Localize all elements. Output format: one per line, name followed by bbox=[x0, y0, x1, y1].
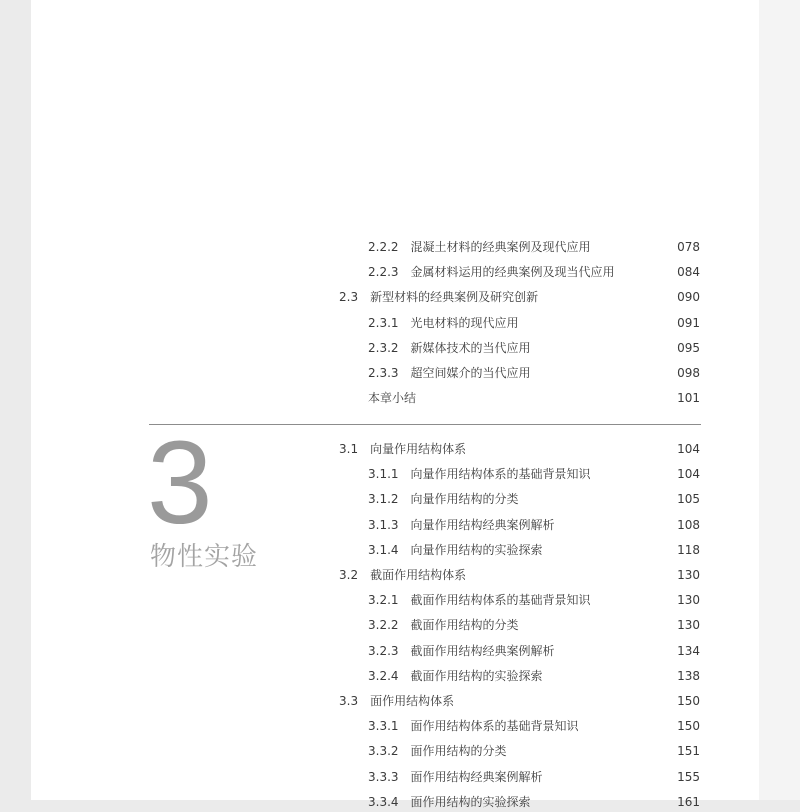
toc-entry[interactable] bbox=[368, 590, 700, 610]
toc-entry-page-number: 150 bbox=[677, 719, 700, 734]
toc-entry-title: 面作用结构体系的基础背景知识 bbox=[410, 719, 579, 734]
toc-entry-number: 3.1.1 bbox=[368, 467, 399, 482]
toc-entry-page-number: 151 bbox=[677, 744, 700, 759]
toc-entry[interactable] bbox=[368, 716, 700, 736]
toc-entry-number: 3.3.1 bbox=[368, 719, 399, 734]
toc-entry[interactable] bbox=[368, 515, 700, 535]
toc-entry[interactable] bbox=[368, 237, 700, 257]
toc-entry-number: 2.2.2 bbox=[368, 240, 399, 254]
toc-entry-title: 金属材料运用的经典案例及现当代应用 bbox=[410, 265, 615, 280]
toc-entry-number: 3.3.2 bbox=[368, 744, 399, 759]
toc-entry[interactable] bbox=[368, 489, 700, 509]
toc-entry-title: 新型材料的经典案例及研究创新 bbox=[370, 290, 539, 305]
toc-entry-page-number: 130 bbox=[677, 618, 700, 633]
toc-entry[interactable] bbox=[339, 565, 700, 585]
toc-entry-page-number: 105 bbox=[677, 492, 700, 507]
toc-entry[interactable] bbox=[368, 338, 700, 358]
toc-entry[interactable] bbox=[368, 313, 700, 333]
toc-entry-page-number: 104 bbox=[677, 467, 700, 482]
toc-entry-number: 3.1 bbox=[339, 442, 359, 456]
toc-entry-title: 截面作用结构的实验探索 bbox=[410, 668, 543, 683]
toc-entry-number: 3.3 bbox=[339, 694, 359, 708]
toc-entry-number: 3.2.1 bbox=[368, 593, 399, 608]
toc-entry[interactable] bbox=[368, 666, 700, 686]
toc-entry-title: 向量作用结构体系的基础背景知识 bbox=[410, 467, 591, 482]
toc-entry-title: 面作用结构的分类 bbox=[410, 744, 507, 759]
toc-entry[interactable] bbox=[368, 388, 700, 408]
toc-entry-page-number: 134 bbox=[677, 643, 700, 658]
toc-entry[interactable] bbox=[368, 767, 700, 787]
adjacent-page-edge bbox=[759, 0, 800, 800]
toc-entry-title: 向量作用结构经典案例解析 bbox=[410, 517, 555, 532]
toc-entry-number: 2.3 bbox=[339, 290, 359, 305]
toc-entry-page-number: 104 bbox=[677, 442, 700, 456]
toc-page bbox=[31, 0, 759, 809]
toc-entry-title: 面作用结构体系 bbox=[370, 694, 455, 708]
toc-entry-title: 向量作用结构的分类 bbox=[410, 492, 519, 507]
toc-entry-number: 3.1.3 bbox=[368, 517, 399, 532]
toc-entry[interactable] bbox=[368, 641, 700, 661]
toc-entry-number: 3.2.2 bbox=[368, 618, 399, 633]
toc-entry[interactable] bbox=[368, 363, 700, 383]
toc-entry-number: 3.2.3 bbox=[368, 643, 399, 658]
toc-entry-number: 2.3.3 bbox=[368, 366, 399, 380]
toc-entry-page-number: 130 bbox=[677, 568, 700, 582]
toc-entry-page-number: 118 bbox=[677, 542, 700, 557]
toc-entry-page-number: 078 bbox=[677, 240, 700, 254]
toc-entry-title: 截面作用结构经典案例解析 bbox=[410, 643, 555, 658]
toc-entry-title: 截面作用结构体系的基础背景知识 bbox=[410, 593, 591, 608]
toc-entry-number: 2.2.3 bbox=[368, 265, 399, 280]
toc-entry-number: 2.3.1 bbox=[368, 315, 399, 330]
toc-entry-page-number: 108 bbox=[677, 517, 700, 532]
toc-entry-title: 面作用结构的实验探索 bbox=[410, 794, 531, 809]
toc-entry[interactable] bbox=[339, 691, 700, 711]
toc-entry-title: 超空间媒介的当代应用 bbox=[410, 366, 531, 380]
toc-entry-title: 光电材料的现代应用 bbox=[410, 315, 519, 330]
chapter-title: 物性实验 bbox=[150, 542, 259, 572]
toc-entry-page-number: 150 bbox=[677, 694, 700, 708]
toc-entry-page-number: 091 bbox=[677, 315, 700, 330]
toc-entry-page-number: 084 bbox=[677, 265, 700, 280]
toc-entry-title: 向量作用结构体系 bbox=[370, 442, 467, 456]
toc-entry-page-number: 101 bbox=[677, 391, 700, 406]
toc-entry-title: 面作用结构经典案例解析 bbox=[410, 769, 543, 784]
toc-entry-title: 本章小结 bbox=[368, 391, 417, 406]
toc-entry[interactable] bbox=[368, 741, 700, 761]
chapter-divider bbox=[149, 424, 701, 425]
toc-entry-page-number: 161 bbox=[677, 794, 700, 809]
toc-entry-page-number: 090 bbox=[677, 290, 700, 305]
toc-entry[interactable] bbox=[368, 464, 700, 484]
toc-entry[interactable] bbox=[339, 287, 700, 307]
toc-entry-number: 3.1.2 bbox=[368, 492, 399, 507]
toc-entry[interactable] bbox=[368, 262, 700, 282]
toc-entry-number: 3.1.4 bbox=[368, 542, 399, 557]
toc-entry-title: 新媒体技术的当代应用 bbox=[410, 340, 531, 355]
toc-entry-number: 3.2.4 bbox=[368, 668, 399, 683]
toc-entry-number: 2.3.2 bbox=[368, 340, 399, 355]
toc-entry-title: 混凝土材料的经典案例及现代应用 bbox=[410, 240, 591, 254]
toc-entry-number: 3.2 bbox=[339, 568, 359, 582]
toc-entry-page-number: 098 bbox=[677, 366, 700, 380]
toc-entry-page-number: 155 bbox=[677, 769, 700, 784]
toc-entry-title: 截面作用结构的分类 bbox=[410, 618, 519, 633]
toc-entry-page-number: 095 bbox=[677, 340, 700, 355]
toc-entry[interactable] bbox=[368, 540, 700, 560]
toc-entry-title: 截面作用结构体系 bbox=[370, 568, 467, 582]
toc-entry-number: 3.3.4 bbox=[368, 794, 399, 809]
chapter-number: 3 bbox=[147, 417, 213, 549]
toc-entry-number: 3.3.3 bbox=[368, 769, 399, 784]
toc-entry[interactable] bbox=[368, 615, 700, 635]
toc-entry-title: 向量作用结构的实验探索 bbox=[410, 542, 543, 557]
toc-entry-page-number: 138 bbox=[677, 668, 700, 683]
toc-entry[interactable] bbox=[339, 439, 700, 459]
toc-entry-page-number: 130 bbox=[677, 593, 700, 608]
toc-entry[interactable] bbox=[368, 792, 700, 812]
